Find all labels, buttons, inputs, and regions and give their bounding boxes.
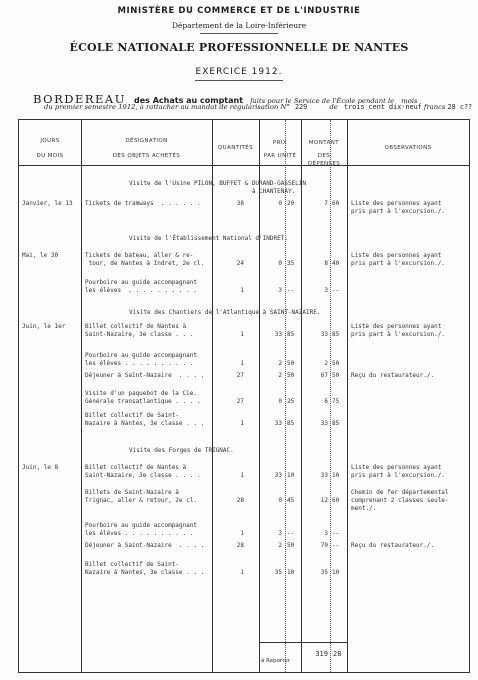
row-amount-francs: 33 — [320, 472, 328, 479]
row-amount-cents: 75 — [332, 398, 340, 405]
header-montant: MONTANT — [308, 140, 340, 146]
row-designation: Visite de l'Établissement National d'INDRET. — [129, 235, 288, 242]
col-divider-quantity — [259, 120, 260, 672]
row-price-cents: 20 — [287, 200, 295, 207]
row-amount-francs: 6 — [324, 398, 328, 405]
row-amount-cents: 10 — [332, 472, 340, 479]
mandat-text: du premier semestre 1912, à rattacher au mandat de régularisation N° — [44, 103, 290, 111]
bordereau-word: BORDEREAU — [33, 92, 126, 106]
row-amount-francs: 70 — [320, 542, 328, 549]
school-title: ÉCOLE NATIONALE PROFESSIONNELLE DE NANTES — [69, 41, 409, 54]
header-du-mois: DU MOIS — [36, 153, 64, 159]
row-day: Janvier, le 13 — [22, 200, 73, 207]
row-quantity: 1 — [240, 331, 244, 338]
row-designation: Pourboire au guide accompagnant les élèves . . . . . . . . . . — [85, 352, 197, 367]
row-price-cents: 10 — [287, 472, 295, 479]
row-designation: Billet collectif de Saint- Nazaire à Nantes, 3e classe . . . — [85, 412, 205, 427]
header-des-objets: DES OBJETS ACHETÉS — [112, 153, 181, 159]
row-day: Juin, le 1er — [22, 323, 66, 330]
row-price-francs: 2 — [278, 360, 282, 367]
row-amount-cents: 50 — [332, 372, 340, 379]
row-amount-francs: 3 — [324, 287, 328, 294]
row-amount-francs: 33 — [320, 331, 328, 338]
row-amount-francs: 33 — [320, 420, 328, 427]
bordereau-rest: faits pour le Service de l'École pendant le — [250, 97, 395, 105]
amount-value: 28 c?? — [447, 103, 473, 111]
row-observations: Reçu du restaurateur./. — [351, 372, 435, 379]
row-price-cents: 85 — [287, 331, 295, 338]
row-quantity: 28 — [236, 497, 244, 504]
row-designation: Billet collectif de Nantes à Saint-Nazaire, 3e classe . . . . — [85, 464, 201, 479]
department-line: Département de la Loire-Inférieure — [171, 21, 307, 30]
row-price-cents: 35 — [287, 260, 295, 267]
row-price-francs: 0 — [278, 260, 282, 267]
row-quantity: 38 — [236, 200, 244, 207]
row-observations: Chemin de fer départemental comprenant 2 classes seule- ment./. — [351, 489, 449, 512]
row-amount-francs: 2 — [324, 360, 328, 367]
row-day: Juin, le 8 — [22, 464, 59, 471]
total-francs: 319 — [315, 650, 328, 658]
row-designation: Visite des Forges de TRIGNAC. — [129, 447, 234, 454]
amount-words: trois cent dix-neuf — [344, 103, 422, 111]
mandat-line — [44, 103, 472, 111]
mandat-de: de — [329, 103, 338, 111]
row-price-francs: 0 — [278, 200, 282, 207]
row-amount-cents: 60 — [332, 200, 340, 207]
row-quantity: 24 — [236, 260, 244, 267]
row-price-cents: 50 — [287, 542, 295, 549]
row-observations: Reçu du restaurateur./. — [351, 542, 435, 549]
row-price-cents: 50 — [287, 372, 295, 379]
row-quantity: 1 — [240, 360, 244, 367]
row-quantity: 1 — [240, 420, 244, 427]
row-price-francs: 2 — [278, 372, 282, 379]
row-price-francs: 3 — [278, 287, 282, 294]
row-designation: Visite d'un paquebot de la Cie. Générale transatlantique . . . . — [85, 390, 201, 405]
row-amount-cents: 85 — [332, 331, 340, 338]
row-observations: Liste des personnes ayant pris part à l'excursion./. — [351, 200, 445, 215]
row-amount-francs: 8 — [324, 260, 328, 267]
col-divider-price-cents — [285, 120, 286, 672]
row-price-francs: 0 — [278, 497, 282, 504]
row-price-francs: 35 — [274, 569, 282, 576]
ministry-title: MINISTÈRE DU COMMERCE ET DE L'INDUSTRIE — [117, 6, 361, 16]
row-price-cents: -- — [287, 287, 295, 294]
header-par-unite: PAR UNITÉ — [263, 153, 297, 159]
row-designation: Déjeuner à Saint-Nazaire . . . . — [85, 542, 205, 549]
row-quantity: 1 — [240, 287, 244, 294]
total-cents: 28 — [333, 650, 342, 658]
header-quantites: QUANTITÉS — [217, 145, 254, 151]
mandat-number: 229 — [295, 103, 308, 111]
row-observations: Liste des personnes ayant pris part à l'excursion./. — [351, 252, 445, 267]
row-amount-cents: 60 — [332, 497, 340, 504]
row-designation: Billets de Saint-Nazaire à Trignac, aller & retour, 2e cl. — [85, 489, 197, 504]
row-price-francs: 0 — [278, 398, 282, 405]
row-designation: Visite des Chantiers de l'Atlantique à SAINT-NAZAIRE. — [129, 309, 321, 316]
row-price-cents: 10 — [287, 569, 295, 576]
exercice-label: EXERCICE 1912. — [195, 67, 283, 77]
row-designation: Tickets de tramways . . . . . . — [85, 200, 201, 207]
row-price-francs: 3 — [278, 530, 282, 537]
row-quantity: 1 — [240, 530, 244, 537]
footer-divider — [259, 642, 347, 643]
header-des-depenses: DES DÉPENSES — [307, 153, 341, 167]
row-observations: Liste des personnes ayant pris part à l'excursion./. — [351, 464, 445, 479]
row-designation: Déjeuner à Saint-Nazaire . . . . — [85, 372, 205, 379]
col-divider-amount-cents — [330, 120, 331, 672]
row-price-cents: 45 — [287, 497, 295, 504]
row-designation: Visite de l'Usine PILON, BUFFET & DURAND-GASSELIN à CHANTENAY. — [129, 180, 307, 195]
row-designation: Pourboire au guide accompagnant les élèves . . . . . . . . . . — [85, 522, 197, 537]
row-amount-cents: -- — [332, 287, 340, 294]
purchase-table — [18, 119, 470, 673]
bordereau-mois: mois — [401, 97, 418, 105]
row-amount-francs: 7 — [324, 200, 328, 207]
col-divider-price — [301, 120, 302, 672]
row-amount-cents: 10 — [332, 569, 340, 576]
row-price-cents: 85 — [287, 420, 295, 427]
bordereau-bold: des Achats au comptant — [134, 96, 244, 105]
col-divider-amount — [347, 120, 348, 672]
header-rule-2 — [195, 80, 283, 81]
row-price-cents: 25 — [287, 398, 295, 405]
header-rule-1 — [200, 33, 278, 34]
row-amount-francs: 12 — [320, 497, 328, 504]
header-jours: JOURS — [40, 138, 60, 144]
row-observations: Liste des personnes ayant pris part à l'excursion./. — [351, 323, 445, 338]
row-price-francs: 33 — [274, 472, 282, 479]
row-quantity: 1 — [240, 472, 244, 479]
row-price-francs: 33 — [274, 331, 282, 338]
row-amount-cents: -- — [332, 530, 340, 537]
row-day: Mai, le 30 — [22, 252, 59, 259]
row-designation: Billet collectif de Nantes à Saint-Nazaire, 3e classe . . . — [85, 323, 194, 338]
header-row-bottom — [19, 165, 469, 166]
header-prix: PRIX — [272, 140, 288, 146]
row-amount-cents: 40 — [332, 260, 340, 267]
row-designation: Pourboire au guide accompagnant les élèves . . . . . . . . . . — [85, 279, 197, 294]
header-observations: OBSERVATIONS — [384, 145, 432, 151]
amount-unit: francs — [423, 103, 446, 111]
row-amount-cents: 85 — [332, 420, 340, 427]
row-amount-cents: -- — [332, 542, 340, 549]
row-designation: Tickets de bateau, aller & re- tour, de Nantes à Indret, 2e cl. — [85, 252, 205, 267]
row-price-cents: 50 — [287, 360, 295, 367]
col-divider-designation — [212, 120, 213, 672]
a-reporter-label: à Reporter — [261, 658, 290, 664]
row-price-cents: -- — [287, 530, 295, 537]
row-price-francs: 2 — [278, 542, 282, 549]
row-quantity: 28 — [236, 542, 244, 549]
row-amount-cents: 50 — [332, 360, 340, 367]
row-amount-francs: 67 — [320, 372, 328, 379]
header-designation: DÉSIGNATION — [125, 138, 168, 144]
col-divider-day — [81, 120, 82, 672]
row-amount-francs: 3 — [324, 530, 328, 537]
row-quantity: 27 — [236, 398, 244, 405]
row-quantity: 1 — [240, 569, 244, 576]
row-price-francs: 33 — [274, 420, 282, 427]
row-quantity: 27 — [236, 372, 244, 379]
row-designation: Billet collectif de Saint- Nazaire à Nantes, 3e classe . . . — [85, 561, 205, 576]
row-amount-francs: 35 — [320, 569, 328, 576]
